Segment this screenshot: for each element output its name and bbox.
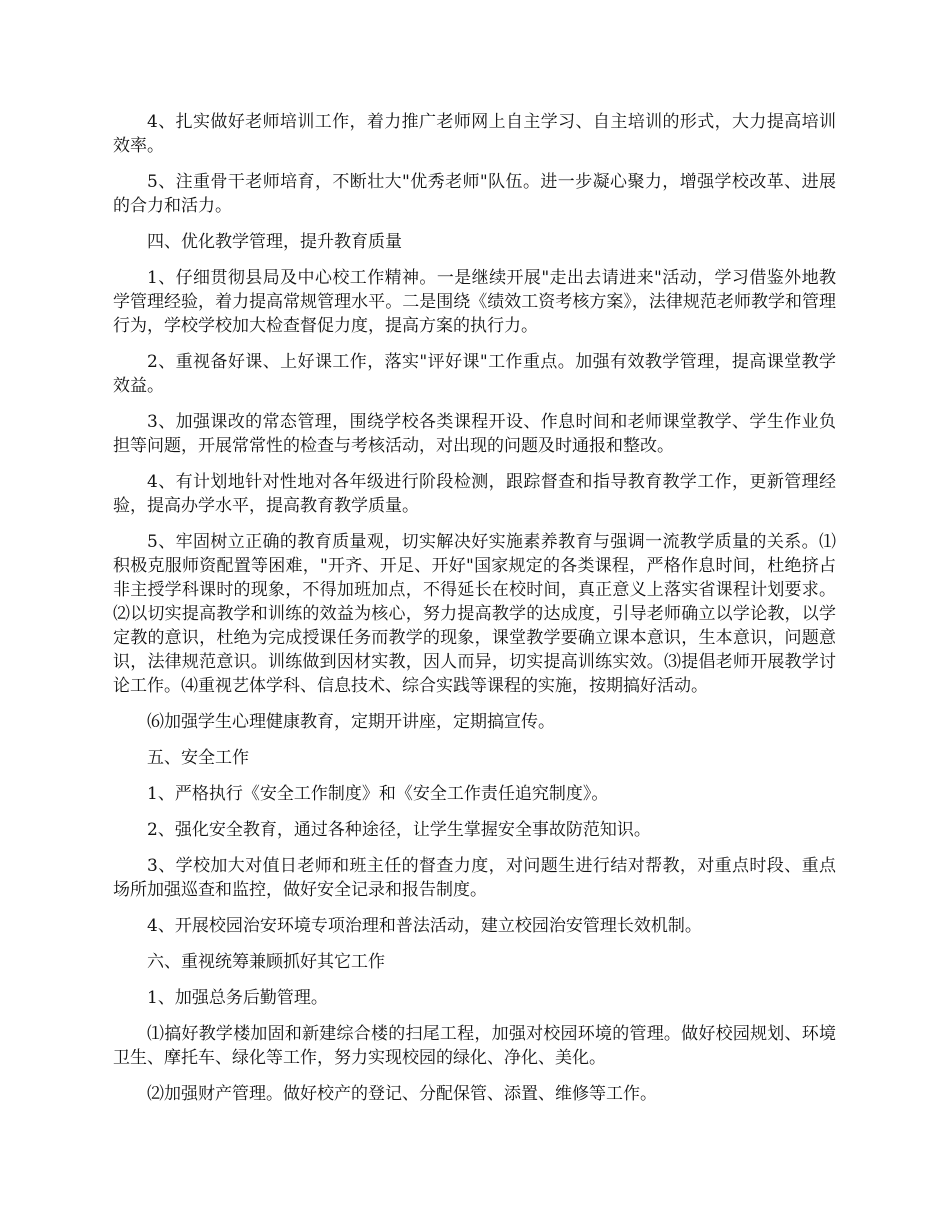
document-body <box>113 110 836 1118</box>
paragraph-property-management: ⑵加强财产管理。做好校产的登记、分配保管、添置、维修等工作。 <box>147 1084 657 1104</box>
paragraph-curriculum-reform: 3、加强课改的常态管理，围绕学校各类课程开设、作息时间和老师课堂教学、学生作业负担等问题，开展常常性的检查与考核活动，对出现的问题及时通报和整改。 <box>113 412 836 456</box>
paragraph-mental-health: ⑹加强学生心理健康教育，定期开讲座，定期搞宣传。 <box>147 712 555 732</box>
paragraph-implement-spirit: 1、仔细贯彻县局及中心校工作精神。一是继续开展"走出去请进来"活动，学习借鉴外地教学管理经验，着力提高常规管理水平。二是围绕《绩效工资考核方案》，法律规范老师教学和管理行为，学校学校加大检查督促力度，提高方案的执行力。 <box>113 268 836 336</box>
paragraph-safety-rules: 1、严格执行《安全工作制度》和《安全工作责任追究制度》。 <box>147 784 609 804</box>
paragraph-campus-environment: ⑴搞好教学楼加固和新建综合楼的扫尾工程，加强对校园环境的管理。做好校园规划、环境卫生、摩托车、绿化等工作，努力实现校园的绿化、净化、美化。 <box>113 1024 836 1068</box>
paragraph-lesson-prep: 2、重视备好课、上好课工作，落实"评好课"工作重点。加强有效教学管理，提高课堂教学效益。 <box>113 352 836 396</box>
section-heading-safety: 五、安全工作 <box>147 748 249 768</box>
paragraph-stage-testing: 4、有计划地针对性地对各年级进行阶段检测，跟踪督查和指导教育教学工作，更新管理经验，提高办学水平，提高教育教学质量。 <box>113 472 836 516</box>
paragraph-backbone-teachers: 5、注重骨干老师培育，不断壮大"优秀老师"队伍。进一步凝心聚力，增强学校改革、进展的合力和活力。 <box>113 172 836 216</box>
paragraph-safety-education: 2、强化安全教育，通过各种途径，让学生掌握安全事故防范知识。 <box>147 820 651 840</box>
paragraph-logistics: 1、加强总务后勤管理。 <box>147 988 328 1008</box>
paragraph-quality-view: 5、牢固树立正确的教育质量观，切实解决好实施素养教育与强调一流教学质量的关系。⑴积极克服师资配置等困难，"开齐、开足、开好"国家规定的各类课程，严格作息时间，杜绝挤占非主授学科课时的现象，不得加班加点，不得延长在校时间，真正意义上落实省课程计划要求。⑵以切实提高教学和训练的效益为核心，努力提高教学的达成度，引导老师确立以学论教，以学定教的意识，杜绝为完成授课任务而教学的现象，课堂教学要确立课本意识，生本意识，问题意识，法律规范意识。训练做到因材实教，因人而异，切实提高训练实效。⑶提倡老师开展教学讨论工作。⑷重视艺体学科、信息技术、综合实践等课程的实施，按期搞好活动。 <box>113 532 836 696</box>
paragraph-teacher-training: 4、扎实做好老师培训工作，着力推广老师网上自主学习、自主培训的形式，大力提高培训效率。 <box>113 112 836 156</box>
paragraph-campus-security: 4、开展校园治安环境专项治理和普法活动，建立校园治安管理长效机制。 <box>147 916 702 936</box>
section-heading-teaching-management: 四、优化教学管理，提升教育质量 <box>147 232 402 252</box>
paragraph-supervision: 3、学校加大对值日老师和班主任的督查力度，对问题生进行结对帮教，对重点时段、重点场所加强巡查和监控，做好安全记录和报告制度。 <box>113 856 836 900</box>
section-heading-other-work: 六、重视统筹兼顾抓好其它工作 <box>147 952 385 972</box>
